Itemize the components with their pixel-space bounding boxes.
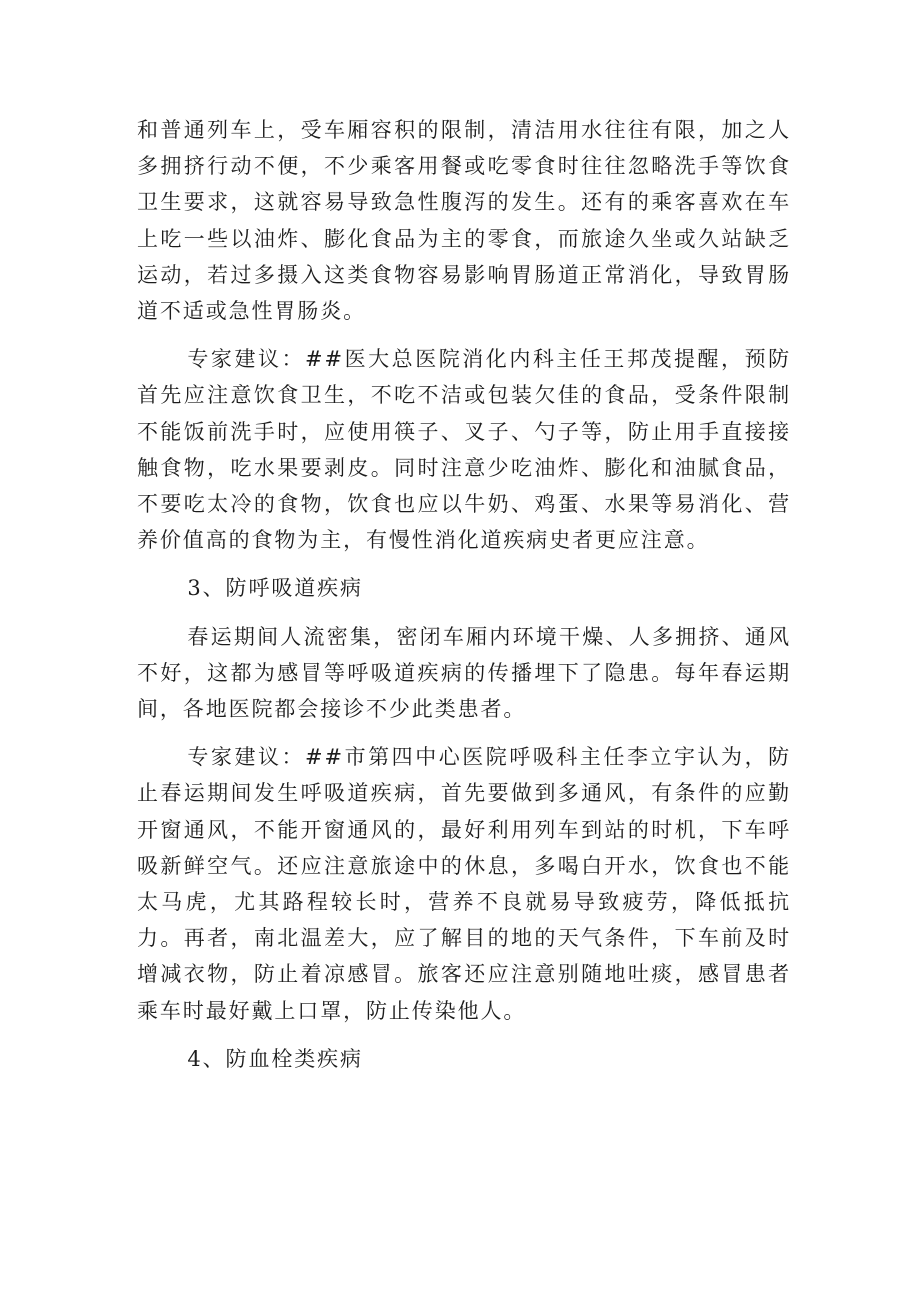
paragraph-diarrhea-causes: 和普通列车上，受车厢容积的限制，清洁用水往往有限，加之人多拥挤行动不便，不少乘客用餐或吃零食时往往忽略洗手等饮食卫生要求，这就容易导致急性腹泻的发生。还有的乘客喜欢在车上吃一些以油炸、膨化食品为主的零食，而旅途久坐或久站缺乏运动，若过多摄入这类食物容易影响胃肠道正常消化，导致胃肠道不适或急性胃肠炎。 — [137, 118, 791, 324]
paragraph-respiratory-advice: 专家建议：##市第四中心医院呼吸科主任李立宇认为，防止春运期间发生呼吸道疾病，首先要做到多通风，有条件的应勤开窗通风，不能开窗通风的，最好利用列车到站的时机，下车呼吸新鲜空气。还应注意旅途中的休息，多喝白开水，饮食也不能太马虎，尤其路程较长时，营养不良就易导致疲劳，降低抵抗力。再者，南北温差大，应了解目的地的天气条件，下车前及时增减衣物，防止着凉感冒。旅客还应注意别随地吐痰，感冒患者乘车时最好戴上口罩，防止传染他人。 — [137, 745, 791, 1023]
paragraph-respiratory-causes: 春运期间人流密集，密闭车厢内环境干燥、人多拥挤、通风不好，这都为感冒等呼吸道疾病的传播埋下了隐患。每年春运期间，各地医院都会接诊不少此类患者。 — [137, 624, 791, 722]
section-heading-respiratory: 3、防呼吸道疾病 — [187, 576, 363, 601]
document-body — [137, 112, 791, 1077]
section-heading-thrombosis: 4、防血栓类疾病 — [187, 1046, 363, 1071]
paragraph-digestive-advice: 专家建议：##医大总医院消化内科主任王邦茂提醒，预防首先应注意饮食卫生，不吃不洁或包装欠佳的食品，受条件限制不能饭前洗手时，应使用筷子、叉子、勺子等，防止用手直接接触食物，吃水果要剥皮。同时注意少吃油炸、膨化和油腻食品，不要吃太冷的食物，饮食也应以牛奶、鸡蛋、水果等易消化、营养价值高的食物为主，有慢性消化道疾病史者更应注意。 — [137, 347, 791, 553]
